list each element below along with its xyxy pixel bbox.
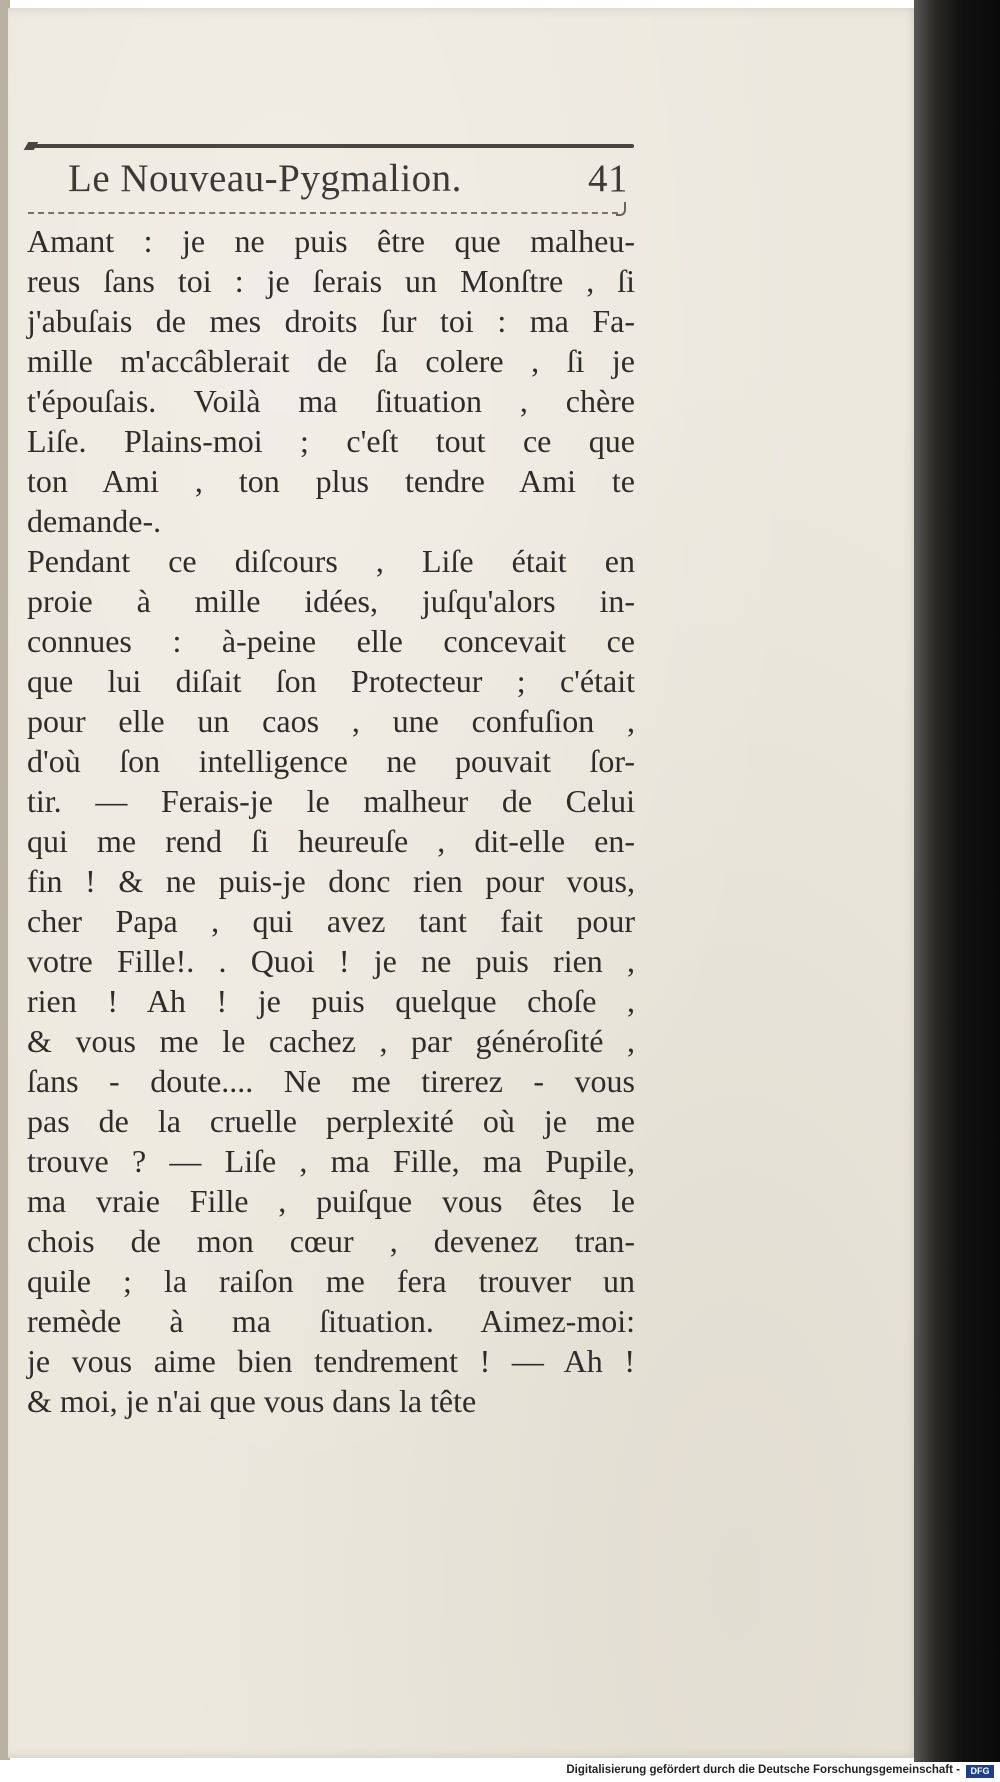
text-line: proie à mille idées, juſqu'alors in- <box>27 583 635 619</box>
text-line: tir. — Ferais-je le malheur de Celui <box>27 783 635 819</box>
text-line: rien ! Ah ! je puis quelque choſe , <box>27 983 635 1019</box>
footer-bar <box>0 1762 1000 1782</box>
text-line: reus ſans toi : je ſerais un Monſtre , ſi <box>27 263 635 299</box>
text-line: j'abuſais de mes droits ſur toi : ma Fa- <box>27 303 635 339</box>
running-head <box>68 156 628 206</box>
text-line: connues : à-peine elle concevait ce <box>27 623 635 659</box>
text-line: je vous aime bien tendrement ! — Ah ! <box>27 1343 635 1379</box>
text-line: Amant : je ne puis être que malheu- <box>27 223 635 259</box>
running-title: Le Nouveau-Pygmalion. <box>68 157 462 200</box>
text-line: & vous me le cachez , par généroſité , <box>27 1023 635 1059</box>
body-text <box>27 221 635 1421</box>
text-line: Pendant ce diſcours , Liſe était en <box>27 543 635 579</box>
text-line: chois de mon cœur , devenez tran- <box>27 1223 635 1259</box>
text-line: qui me rend ſi heureuſe , dit-elle en- <box>27 823 635 859</box>
text-line: fin ! & ne puis-je donc rien pour vous, <box>27 863 635 899</box>
text-line: demande-. <box>27 503 162 539</box>
text-line: votre Fille!. . Quoi ! je ne puis rien , <box>27 943 635 979</box>
text-line: pas de la cruelle perplexité où je me <box>27 1103 635 1139</box>
text-line: ſans - doute.... Ne me tirerez - vous <box>27 1063 635 1099</box>
text-line: & moi, je n'ai que vous dans la tête <box>27 1383 477 1419</box>
book-edge-shadow <box>914 0 1000 1762</box>
text-line: quile ; la raiſon me fera trouver un <box>27 1263 635 1299</box>
text-line: d'où ſon intelligence ne pouvait ſor- <box>27 743 635 779</box>
text-line: remède à ma ſituation. Aimez-moi: <box>27 1303 635 1339</box>
dfg-logo: DFG <box>966 1765 994 1778</box>
text-line: ton Ami , ton plus tendre Ami te <box>27 463 635 499</box>
text-line: ma vraie Fille , puiſque vous êtes le <box>27 1183 635 1219</box>
header-rule-top <box>32 144 634 148</box>
text-line: pour elle un caos , une confuſion , <box>27 703 635 739</box>
text-line: cher Papa , qui avez tant fait pour <box>27 903 635 939</box>
text-line: mille m'accâblerait de ſa colere , ſi je <box>27 343 635 379</box>
text-line: que lui diſait ſon Protecteur ; c'était <box>27 663 635 699</box>
header-rule-bottom <box>28 212 618 214</box>
text-line: Liſe. Plains-moi ; c'eſt tout ce que <box>27 423 635 459</box>
page-number: 41 <box>588 157 628 200</box>
text-line: trouve ? — Liſe , ma Fille, ma Pupile, <box>27 1143 635 1179</box>
funding-credit: Digitalisierung gefördert durch die Deutsche Forschungsgemeinschaft - <box>566 1764 960 1776</box>
text-line: t'épouſais. Voilà ma ſituation , chère <box>27 383 635 419</box>
